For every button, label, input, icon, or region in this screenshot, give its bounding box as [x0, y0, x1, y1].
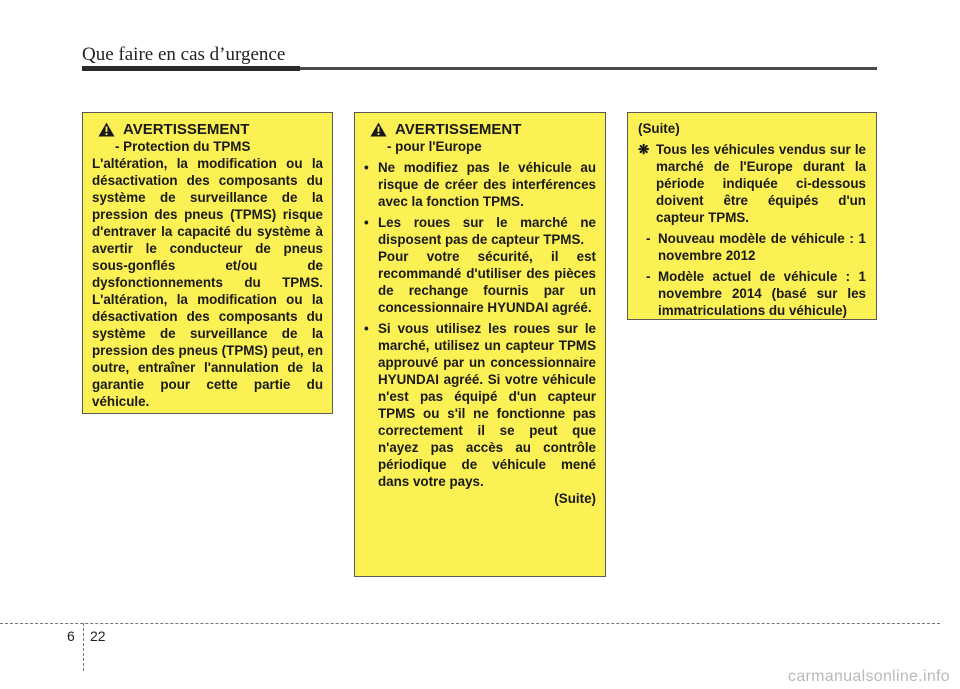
list-item: [638, 141, 866, 226]
item-text: Nouveau modèle de véhicule : 1 novembre 2012: [658, 231, 866, 263]
warning-box-continued: [627, 112, 877, 320]
chapter-number: 6: [67, 628, 75, 644]
warning-subtitle: - Protection du TPMS: [115, 139, 251, 154]
dash-mark: -: [646, 269, 651, 284]
watermark: carmanualsonline.info: [788, 668, 950, 685]
warning-title-row: [364, 121, 596, 138]
warning-box-europe: [354, 112, 606, 577]
star-note-icon: ❋: [638, 142, 650, 157]
warning-box-tpms-protection: [82, 112, 333, 414]
bullet-mark: •: [364, 215, 369, 230]
continued-label: (Suite): [554, 491, 596, 506]
list-item: [364, 159, 596, 210]
bullet-text: Ne modifiez pas le véhicule au risque de créer des interférences avec la fonction TPMS.: [378, 160, 596, 209]
footer-divider: [83, 623, 84, 671]
warning-paragraph: L'altération, la modification ou la désactivation des composants du système de surveillance de la pression des pneus (TPMS) risque d'entraver la capacité du système à avertir le conducteur de pneus sous-gonflés et/ou de dysfonctionnements du TPMS. L'altération, la modification ou la désactivation des composants du système de surveillance de la pression des pneus (TPMS) peut, en outre, entraîner l'annulation de la garantie pour cette partie du véhicule.: [92, 156, 323, 409]
bullet-text: Les roues sur le marché ne disposent pas de capteur TPMS.: [378, 215, 596, 247]
bullet-mark: •: [364, 160, 369, 175]
list-item: [364, 320, 596, 490]
warning-title: AVERTISSEMENT: [123, 121, 250, 138]
list-item: [638, 230, 866, 264]
warning-triangle-icon: [370, 122, 387, 137]
warning-title: AVERTISSEMENT: [395, 121, 522, 138]
bullet-continuation: Pour votre sécurité, il est recommandé d'utiliser des pièces de rechange fournis par un concessionnaire HYUNDAI agréé.: [378, 249, 596, 315]
warning-subtitle: - pour l'Europe: [387, 139, 482, 154]
header-rule-accent: [82, 66, 300, 71]
note-text: Tous les véhicules vendus sur le marché de l'Europe durant la période indiquée ci-dessous doivent être équipés d'un capteur TPMS.: [656, 142, 866, 225]
list-item: [364, 214, 596, 248]
item-text: Modèle actuel de véhicule : 1 novembre 2014 (basé sur les immatriculations du véhicule): [658, 269, 866, 318]
warning-title-row: [92, 121, 323, 138]
bullet-mark: •: [364, 321, 369, 336]
bullet-text: Si vous utilisez les roues sur le marché, utilisez un capteur TPMS approuvé par un concessionnaire HYUNDAI agréé. Si votre véhicule n'est pas équipé d'un capteur TPMS ou s'il ne fonctionne pas correctement il se peut que n'ayez pas accès au contrôle périodique de véhicule mené dans votre pays.: [378, 321, 596, 489]
list-item: [638, 268, 866, 319]
footer-rule: [0, 623, 940, 624]
continued-label: (Suite): [638, 121, 680, 136]
page-number: 22: [90, 628, 106, 644]
dash-mark: -: [646, 231, 651, 246]
header-title: Que faire en cas d’urgence: [82, 44, 286, 65]
warning-triangle-icon: [98, 122, 115, 137]
